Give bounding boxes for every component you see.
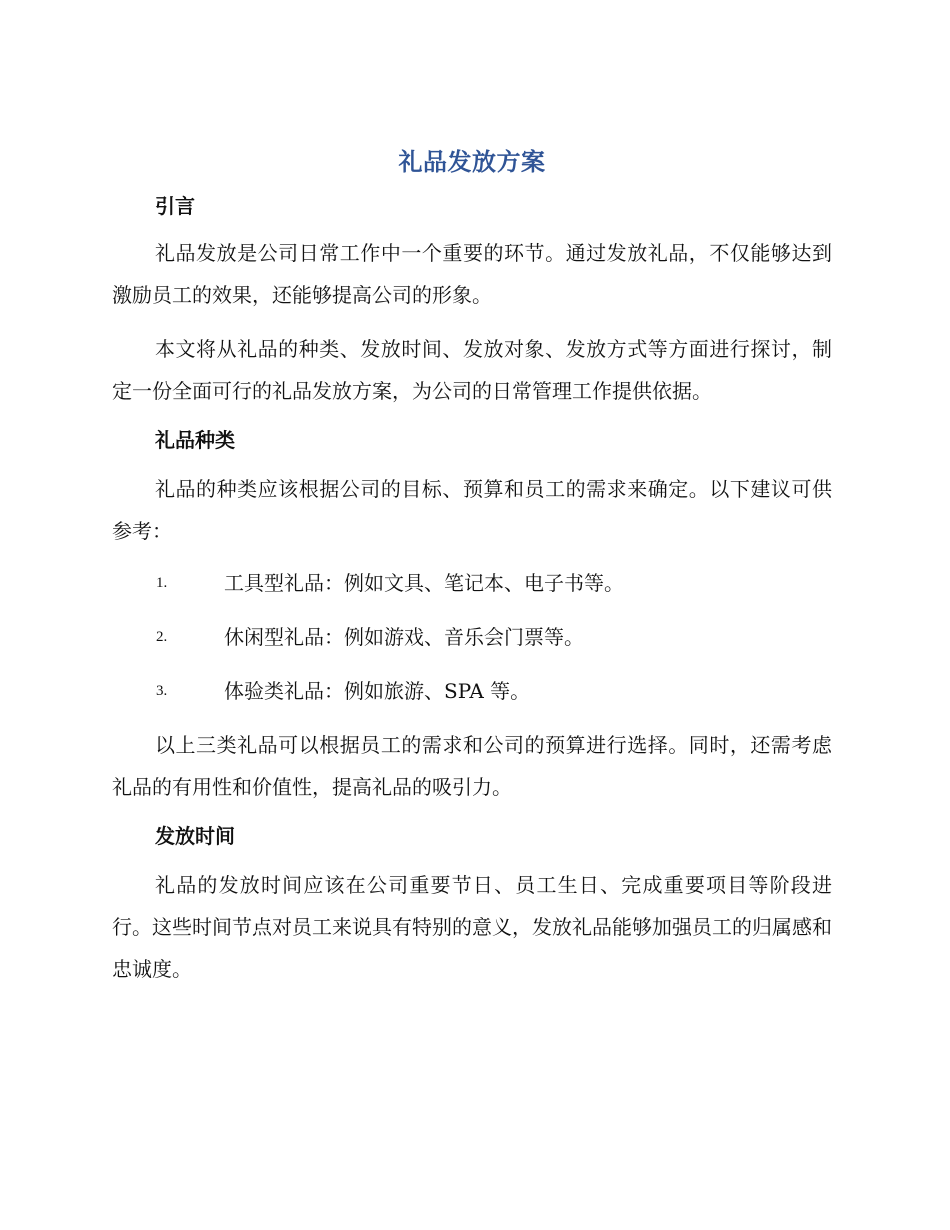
list-item-number: 1. xyxy=(156,575,168,591)
paragraph: 礼品的发放时间应该在公司重要节日、员工生日、完成重要项目等阶段进行。这些时间节点对员工来说具有特别的意义，发放礼品能够加强员工的归属感和忠诚度。 xyxy=(112,873,832,981)
list-item-number: 3. xyxy=(156,683,168,699)
list-item-number: 2. xyxy=(156,629,168,645)
list-item xyxy=(112,616,832,658)
section-heading-distribution-time: 发放时间 xyxy=(155,824,235,848)
paragraph: 以上三类礼品可以根据员工的需求和公司的预算进行选择。同时，还需考虑礼品的有用性和价值性，提高礼品的吸引力。 xyxy=(112,733,832,799)
paragraph: 本文将从礼品的种类、发放时间、发放对象、发放方式等方面进行探讨，制定一份全面可行的礼品发放方案，为公司的日常管理工作提供依据。 xyxy=(112,337,832,403)
paragraph: 礼品发放是公司日常工作中一个重要的环节。通过发放礼品，不仅能够达到激励员工的效果，还能够提高公司的形象。 xyxy=(112,241,832,307)
list-item xyxy=(112,562,832,604)
document-content xyxy=(112,136,832,990)
section-heading-gift-types: 礼品种类 xyxy=(155,428,235,452)
section-heading-introduction: 引言 xyxy=(155,194,195,218)
list-item-text: 休闲型礼品：例如游戏、音乐会门票等。 xyxy=(224,625,584,649)
paragraph: 礼品的种类应该根据公司的目标、预算和员工的需求来确定。以下建议可供参考： xyxy=(112,477,832,543)
list-item-text: 体验类礼品：例如旅游、SPA 等。 xyxy=(224,679,531,703)
document-title: 礼品发放方案 xyxy=(398,148,546,176)
gift-type-list xyxy=(112,562,832,712)
list-item xyxy=(112,670,832,712)
list-item-text: 工具型礼品：例如文具、笔记本、电子书等。 xyxy=(224,571,624,595)
